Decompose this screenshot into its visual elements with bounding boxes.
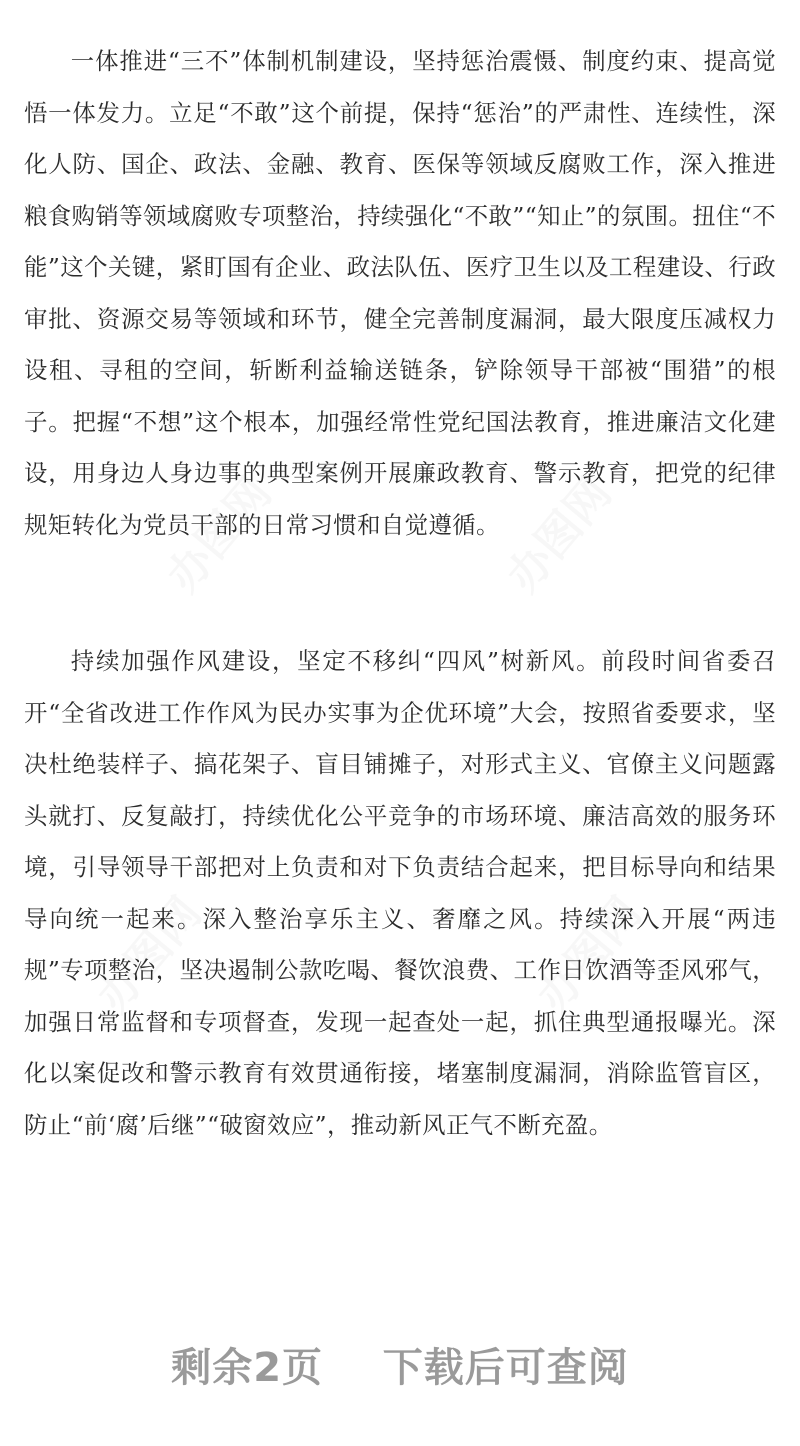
body-paragraph-2: 持续加强作风建设，坚定不移纠“四风”树新风。前段时间省委召开“全省改进工作作风为民办实事为企优环境”大会，按照省委要求，坚决杜绝装样子、搞花架子、盲目铺摊子，对形式主义、官僚主义问题露头就打、反复敲打，持续优化公平竞争的市场环境、廉洁高效的服务环境，引导领导干部把对上负责和对下负责结合起来，把目标导向和结果导向统一起来。深入整治享乐主义、奢靡之风。持续深入开展“两违规”专项整治，坚决遏制公款吃喝、餐饮浪费、工作日饮酒等歪风邪气，加强日常监督和专项督查，发现一起查处一起，抓住典型通报曝光。深化以案促改和警示教育有效贯通衔接，堵塞制度漏洞，消除监管盲区，防止“前‘腐’后继”“破窗效应”，推动新风正气不断充盈。	[24, 647, 776, 1139]
body-paragraph-1: 一体推进“三不”体制机制建设，坚持惩治震慑、制度约束、提高觉悟一体发力。立足“不敢”这个前提，保持“惩治”的严肃性、连续性，深化人防、国企、政法、金融、教育、医保等领域反腐败工作，深入推进粮食购销等领域腐败专项整治，持续强化“不敢”“知止”的氛围。扭住“不能”这个关键，紧盯国有企业、政法队伍、医疗卫生以及工程建设、行政审批、资源交易等领域和环节，健全完善制度漏洞，最大限度压减权力设租、寻租的空间，斩断利益输送链条，铲除领导干部被“围猎”的根子。把握“不想”这个根本，加强经常性党纪国法教育，推进廉洁文化建设，用身边人身边事的典型案例开展廉政教育、警示教育，把党的纪律规矩转化为党员干部的日常习惯和自觉遵循。	[24, 47, 776, 539]
watermark: 办图网	[87, 887, 212, 1022]
remaining-pages-download-notice[interactable]: 剩余2页 下载后可查阅	[171, 1345, 629, 1391]
watermark: 办图网	[157, 467, 282, 602]
watermark: 办图网	[497, 467, 622, 602]
watermark: 办图网	[527, 887, 652, 1022]
